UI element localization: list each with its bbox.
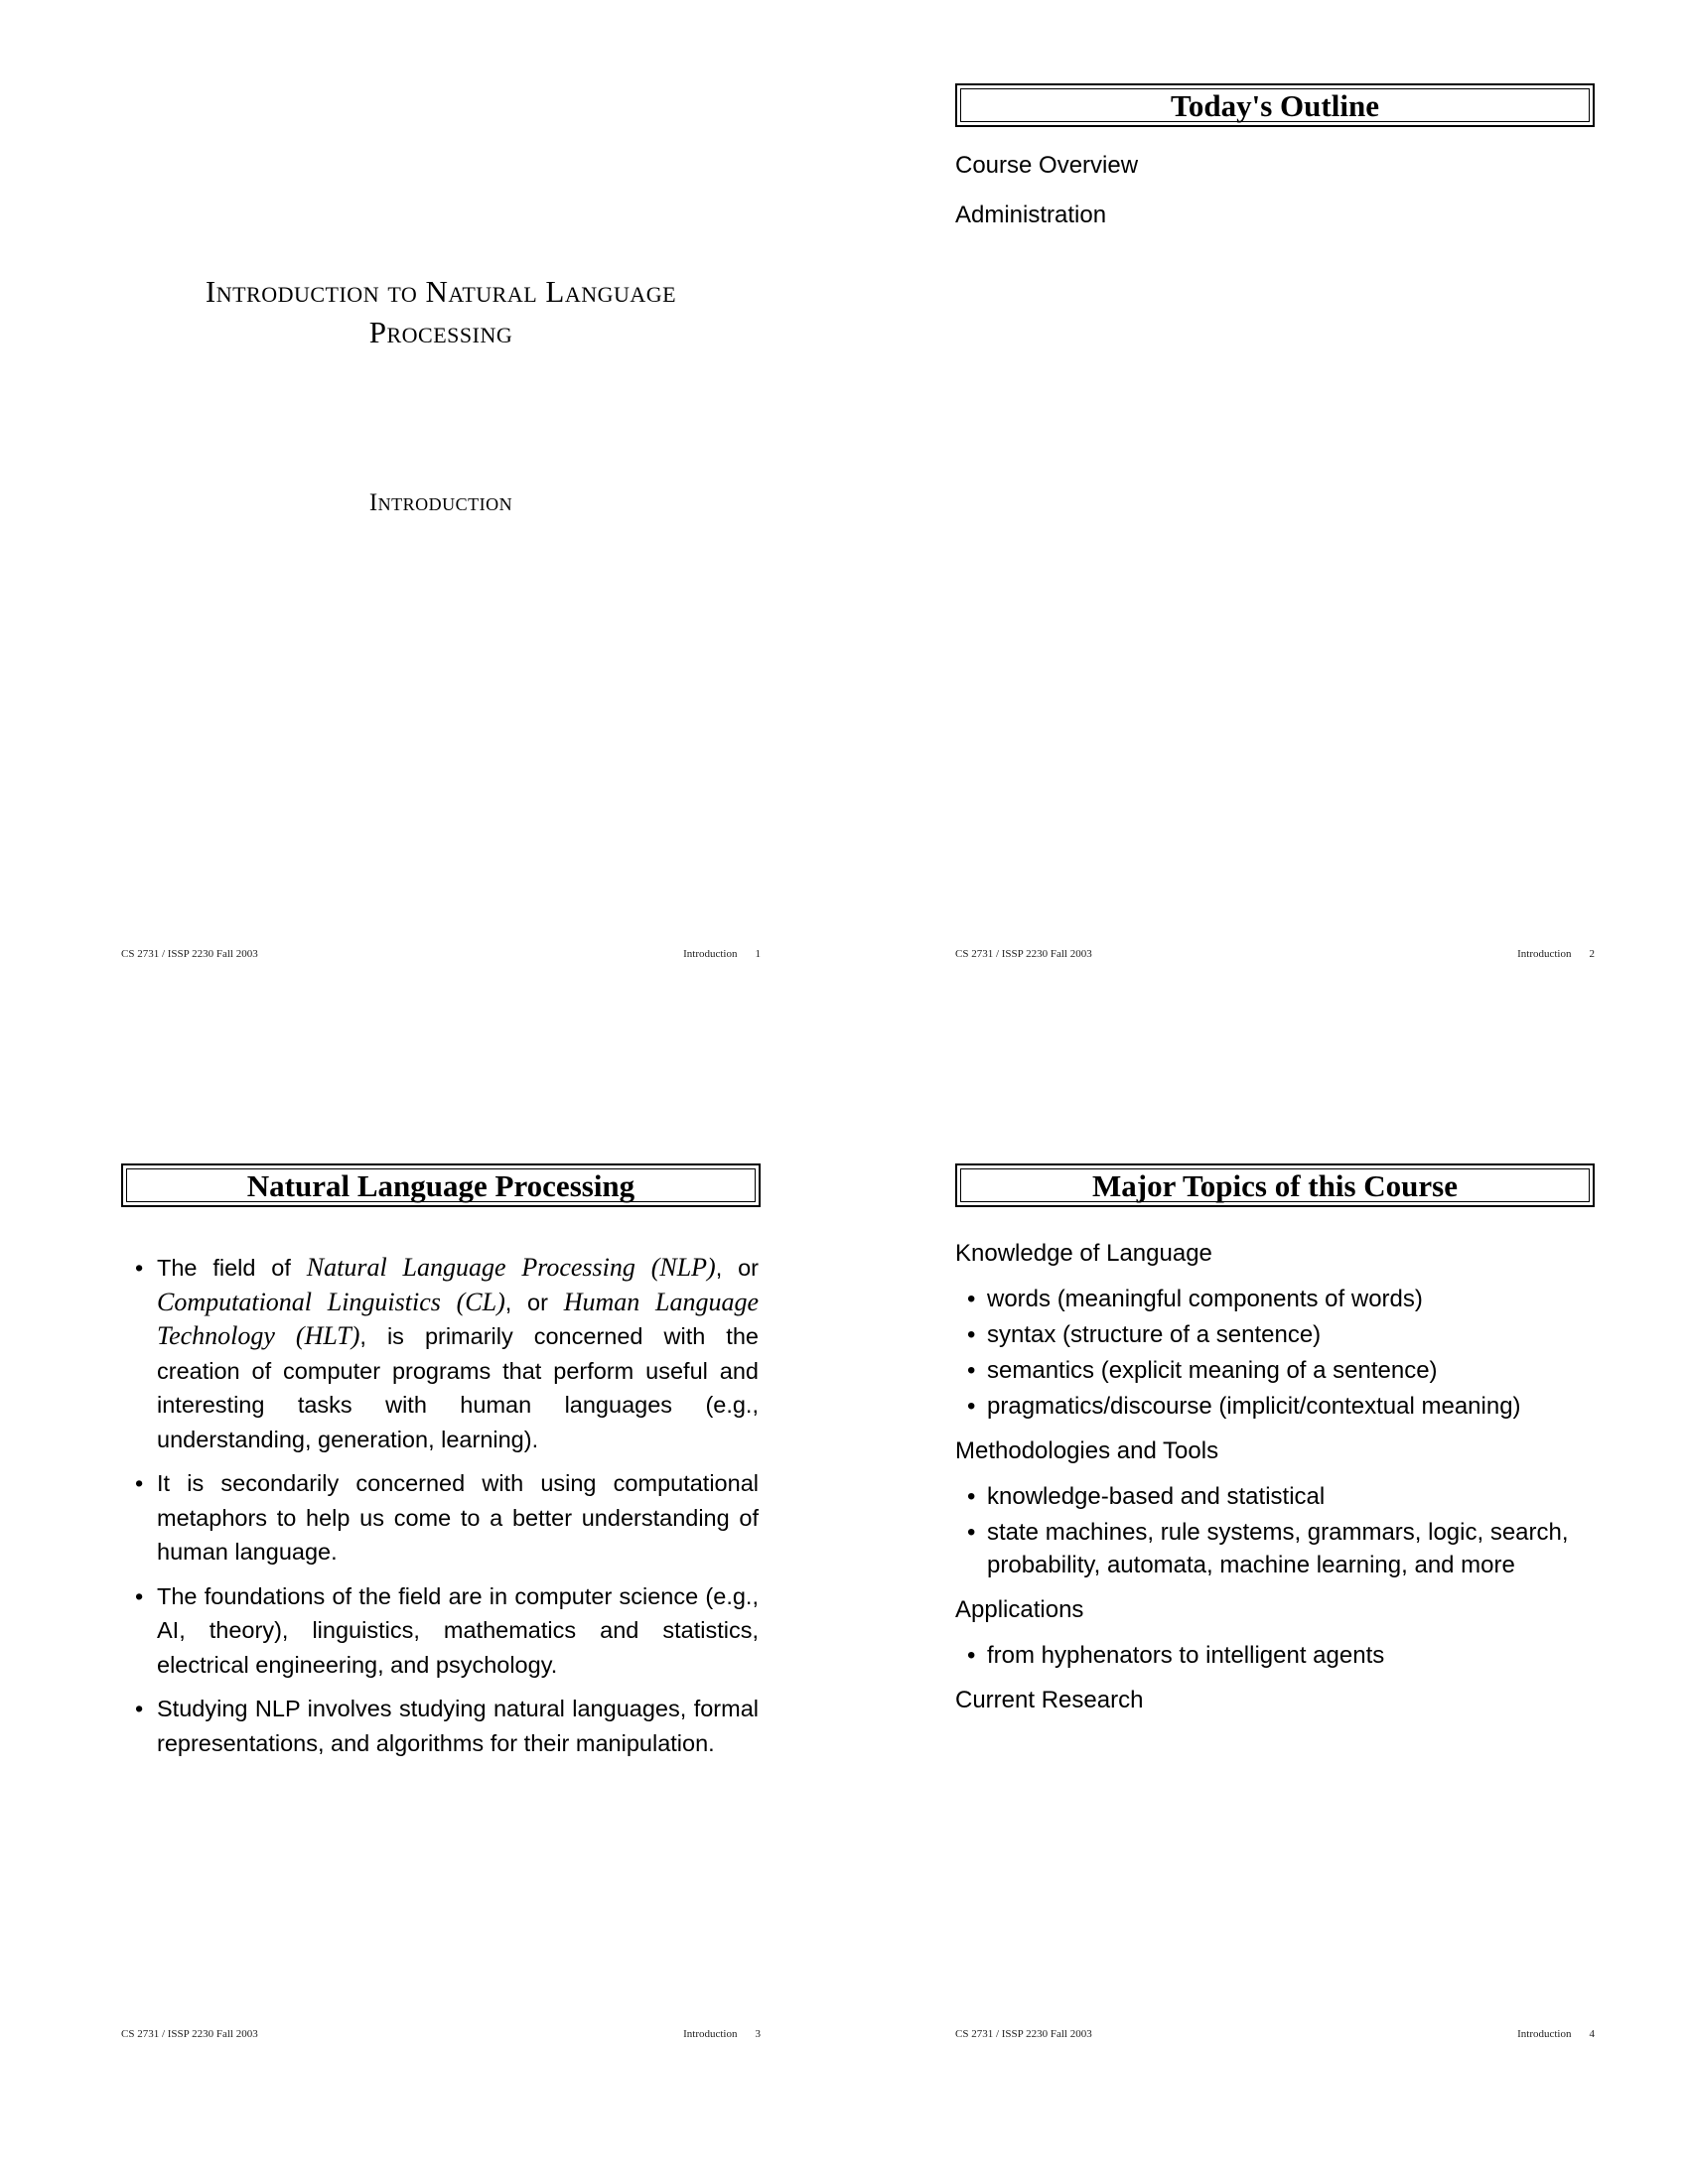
bullet-item <box>135 1579 759 1683</box>
slide-3-bullets <box>135 1251 759 1770</box>
footer-right <box>683 2028 761 2040</box>
slide-4-title-box <box>955 1163 1595 1207</box>
outline-item-administration: Administration <box>955 202 1107 228</box>
slide-1-subtitle: Introduction <box>368 489 513 516</box>
slide-4-content <box>955 1239 1597 1715</box>
slide-1-title-line-2: Processing <box>368 315 513 349</box>
page-number: 2 <box>1589 948 1595 960</box>
slide-4 <box>955 1140 1601 2040</box>
list-item: • state machines, rule systems, grammars, logic, search, probability, automata, machine learning, and more <box>967 1516 1597 1581</box>
topic-heading: Knowledge of Language <box>955 1240 1212 1267</box>
bullet-text: • It is secondarily concerned with using computational metaphors to help us come to a better understanding of human language. <box>157 1470 759 1565</box>
bullet-item <box>135 1251 759 1456</box>
text-run: , or <box>715 1255 759 1281</box>
text-run: , or <box>504 1289 564 1315</box>
topic-heading: Methodologies and Tools <box>955 1437 1219 1464</box>
bullet-item <box>135 1466 759 1570</box>
text-run: The field of <box>157 1255 307 1281</box>
footer-course: CS 2731 / ISSP 2230 Fall 2003 <box>121 948 258 960</box>
slide-1-title <box>121 271 761 352</box>
footer-section: Introduction <box>683 948 738 960</box>
topic-list <box>967 1480 1597 1581</box>
topic-list <box>967 1283 1597 1423</box>
bullet-text <box>157 1251 759 1456</box>
footer-right <box>1517 948 1595 960</box>
page-number: 3 <box>755 2028 761 2040</box>
slide-3-title: Natural Language Processing <box>246 1168 635 1203</box>
footer-course: CS 2731 / ISSP 2230 Fall 2003 <box>955 2028 1092 2040</box>
list-item: • syntax (structure of a sentence) <box>967 1318 1597 1351</box>
slide-footer <box>121 948 761 962</box>
topic-list <box>967 1639 1597 1672</box>
footer-section: Introduction <box>683 2028 738 2040</box>
list-item: • knowledge-based and statistical <box>967 1480 1597 1513</box>
term-nlp: Natural Language Processing (NLP) <box>306 1253 716 1282</box>
slide-1 <box>121 60 767 960</box>
text-run: , is primarily concerned with the creation of computer programs that perform useful and interesting tasks with human languages (e.g., understanding, generation, learning). <box>157 1323 759 1452</box>
term-hlt: Human Language Technology (HLT) <box>157 1287 760 1350</box>
topic-heading: Applications <box>955 1596 1084 1623</box>
bullet-text: • The foundations of the field are in computer science (e.g., AI, theory), linguistics, mathematics and statistics, electrical engineering, and psychology. <box>157 1582 759 1678</box>
bullet-text: • Studying NLP involves studying natural languages, formal representations, and algorithms for their manipulation. <box>157 1696 759 1756</box>
list-item: • semantics (explicit meaning of a sentence) <box>967 1354 1597 1387</box>
footer-course: CS 2731 / ISSP 2230 Fall 2003 <box>955 948 1092 960</box>
footer-section: Introduction <box>1517 2028 1572 2040</box>
footer-section: Introduction <box>1517 948 1572 960</box>
page-number: 4 <box>1589 2028 1595 2040</box>
bullet-item <box>135 1692 759 1760</box>
slide-2-title: Today's Outline <box>1171 88 1379 123</box>
slide-3-title-box <box>121 1163 761 1207</box>
term-cl: Computational Linguistics (CL) <box>157 1287 505 1316</box>
slide-footer <box>955 948 1595 962</box>
slide-2 <box>955 60 1601 960</box>
slide-4-title: Major Topics of this Course <box>1091 1168 1458 1203</box>
slide-footer <box>955 2028 1595 2042</box>
slide-3 <box>121 1140 767 2040</box>
footer-right <box>683 948 761 960</box>
footer-right <box>1517 2028 1595 2040</box>
topic-heading: Current Research <box>955 1687 1144 1713</box>
slide-footer <box>121 2028 761 2042</box>
list-item: • words (meaningful components of words) <box>967 1283 1597 1315</box>
list-item: • pragmatics/discourse (implicit/contextual meaning) <box>967 1390 1597 1423</box>
footer-course: CS 2731 / ISSP 2230 Fall 2003 <box>121 2028 258 2040</box>
slide-2-title-box <box>955 83 1595 127</box>
list-item: • from hyphenators to intelligent agents <box>967 1639 1597 1672</box>
page-number: 1 <box>755 948 761 960</box>
outline-item-course-overview: Course Overview <box>955 152 1139 179</box>
slide-1-title-line-1: Introduction to Natural Language <box>205 274 677 309</box>
